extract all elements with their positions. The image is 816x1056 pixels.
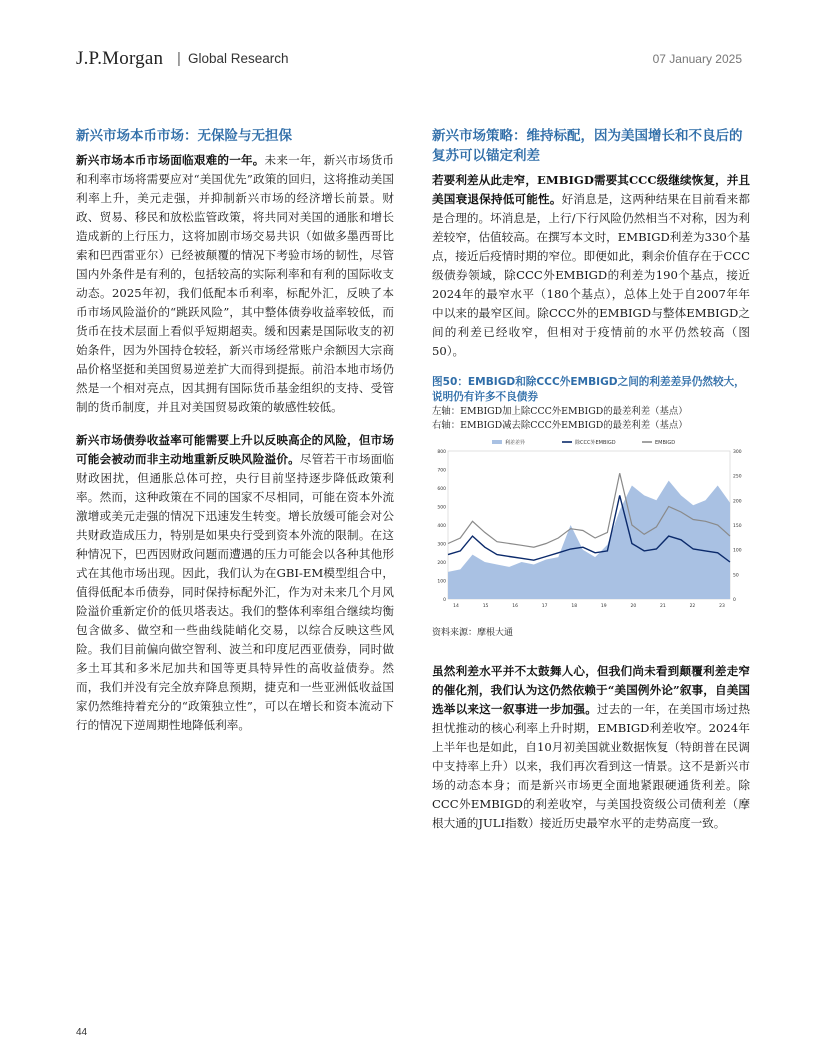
figure-subtitle-right-axis: 右轴：EMBIGD减去除CCC外EMBIGD的最差利差（基点） xyxy=(432,420,688,431)
header-date: 07 January 2025 xyxy=(652,52,742,66)
left-p1-text: 未来一年，新兴市场货币和利率市场将需要应对“美国优先”政策的回归，这将推动美国利率上升，美元走强，并抑制新兴市场的经济增长前景。财政、贸易、移民和放松监管政策，将共同对美国的通胀和增长造成新的上行压力，这将加剧市场交易共识（如做多墨西哥比索和巴西雷亚尔）已经被颠覆的情况下考验市场的韧性，尽管国内外条件是有利的，包括较高的实际利率和有利的国际收支动态。2025年初，我们低配本币利率，标配外汇，反映了本币市场风险溢价的“跳跃风险”，其中整体债券收益率较低，而货币在技术层面上看似乎短期超卖。缓和因素是国际收支的初始条件，因为外国持仓较轻，新兴市场经常账户余额因大宗商品价格坚挺和美国贸易逆差扩大而得到提振。前沿本地市场仍然是一个相对亮点，因其拥有国际货币基金组织的支持、受管制的货币制度，并且对美国贸易政策的敏感性较低。 xyxy=(76,153,394,414)
left-axis-tick-label: 700 xyxy=(437,468,446,474)
header-separator: | xyxy=(177,50,181,67)
x-axis-tick-label: 21 xyxy=(660,604,666,609)
left-axis-tick-label: 600 xyxy=(437,487,446,492)
right-axis-tick-label: 300 xyxy=(733,450,742,455)
left-paragraph-2 xyxy=(76,431,394,735)
right-p1-lead: 若要利差从此走窄，EMBIGD需要其CCC级继续恢复，并且美国衰退保持低可能性。 xyxy=(432,173,750,206)
x-axis-tick-label: 16 xyxy=(512,604,518,609)
left-p2-lead: 新兴市场债券收益率可能需要上升以反映高企的风险，但市场可能会被动而非主动地重新反映风险溢价。 xyxy=(76,433,394,466)
page-number: 44 xyxy=(76,1027,88,1038)
left-axis-tick-label: 0 xyxy=(443,598,446,603)
right-paragraph-2 xyxy=(432,662,750,833)
spread-chart-svg xyxy=(432,435,750,615)
right-axis-tick-label: 100 xyxy=(733,548,742,554)
right-p1-text: 好消息是，这两种结果在目前看来都是合理的。坏消息是，上行/下行风险仍然相当不对称，因为利差较窄，估值较高。在撰写本文时，EMBIGD利差为330个基点，接近后疫情时期的窄位。即便如此，剩余价值存在于CCC级债券领域，除CCC外EMBIGD的利差为190个基点，接近2024年的最窄水平（180个基点），总体上处于自2007年年中以来的最窄区间。除CCC外的EMBIGD与整体EMBIGD之间的利差已经收窄，但相对于疫情前的水平仍然较高（图50）。 xyxy=(432,192,750,358)
left-p2-text: 尽管若干市场面临财政困扰，但通胀总体可控，央行目前坚持逐步降低政策利率。然而，这种政策在不同的国家不尽相同，可能在资本外流激增或美元走强的情况下迅速发生转变。增长放缓可能会对公共财政造成压力，特别是如果央行受到资本外流的限制。在这种情况下，巴西因财政问题而遭遇的压力可能会以各种其他形式在其他市场出现。因此，我们认为在GBI-EM模型组合中，值得低配本币债券，同时保持标配外汇，作为对未来几个月风险溢价重新定价的低贝塔表达。我们的整体利率组合继续均衡包含做多、做空和一些曲线陡峭化交易，以综合反映这些风险。我们目前偏向做空智利、波兰和印度尼西亚债券，同时做多土耳其和多米尼加共和国等更具特异性的高收益债券。然而，我们并没有完全放弃降息预期，捷克和一些亚洲低收益国家仍然维持着充分的“政策独立性”，可以在增长和资本流动下行的情况下逆周期性地降低利率。 xyxy=(76,452,394,732)
x-axis-tick-label: 14 xyxy=(453,604,459,609)
jpmorgan-logo: J.P.Morgan xyxy=(76,48,164,69)
left-paragraph-1 xyxy=(76,151,394,417)
left-axis-tick-label: 500 xyxy=(437,505,446,511)
x-axis-tick-label: 22 xyxy=(689,604,696,609)
left-axis-tick-label: 100 xyxy=(437,579,446,585)
right-p2-text: 过去的一年，在美国市场过热担忧推动的核心利率上升时期，EMBIGD利差收窄。2024年上半年也是如此，自10月初美国就业数据恢复（特朗普在民调中支持率上升）以来，我们再次看到这一情景。这不是新兴市场的动态本身；而是新兴市场更全面地紧跟硬通货利差。除CCC外EMBIGD的利差收窄，与美国投资级公司债利差（摩根大通的JULI指数）接近历史最窄水平的走势高度一致。 xyxy=(432,702,750,830)
left-p1-lead: 新兴市场本币市场面临艰难的一年。 xyxy=(76,153,265,167)
x-axis-tick-label: 17 xyxy=(541,604,548,609)
right-heading: 新兴市场策略：维持标配，因为美国增长和不良后的复苏可以锚定利差 xyxy=(432,128,743,164)
figure-subtitle-left-axis: 左轴：EMBIGD加上除CCC外EMBIGD的最差利差（基点） xyxy=(432,406,688,417)
legend-label: 除CCC外EMBIGD xyxy=(575,440,616,446)
right-paragraph-1 xyxy=(432,171,750,361)
left-column xyxy=(76,126,394,749)
left-axis-tick-label: 200 xyxy=(437,561,446,566)
right-axis-tick-label: 50 xyxy=(733,573,739,579)
left-axis-tick-label: 400 xyxy=(437,524,446,529)
series-area-spread-difference xyxy=(448,481,730,599)
right-axis-tick-label: 250 xyxy=(733,474,742,480)
x-axis-tick-label: 19 xyxy=(600,604,607,609)
legend-swatch xyxy=(492,440,502,444)
left-axis-tick-label: 800 xyxy=(437,450,446,455)
figure-title: 图50：EMBIGD和除CCC外EMBIGD之间的利差差异仍然较大，说明仍有许多不良债券 xyxy=(432,376,745,403)
x-axis-tick-label: 23 xyxy=(719,604,725,609)
left-axis-tick-label: 300 xyxy=(437,542,446,548)
right-axis-tick-label: 150 xyxy=(733,524,742,529)
right-axis-tick-label: 200 xyxy=(733,499,742,505)
x-axis-tick-label: 18 xyxy=(571,604,578,609)
page-header xyxy=(76,48,742,70)
x-axis-tick-label: 15 xyxy=(482,604,489,609)
right-p2-lead: 虽然利差水平并不太鼓舞人心，但我们尚未看到颠覆利差走窄的催化剂，我们认为这仍然依赖于“美国例外论”叙事，自美国选举以来这一叙事进一步加强。 xyxy=(432,664,750,716)
left-heading: 新兴市场本币市场：无保险与无担保 xyxy=(76,128,292,144)
right-column xyxy=(432,126,750,847)
right-axis-tick-label: 0 xyxy=(733,598,736,603)
header-section: Global Research xyxy=(188,51,289,66)
legend-label: EMBIGD xyxy=(655,440,676,446)
spread-chart xyxy=(432,435,750,615)
figure-source: 资料来源：摩根大通 xyxy=(432,628,514,638)
legend-label: 利差差异 xyxy=(505,440,526,446)
x-axis-tick-label: 20 xyxy=(630,604,637,609)
